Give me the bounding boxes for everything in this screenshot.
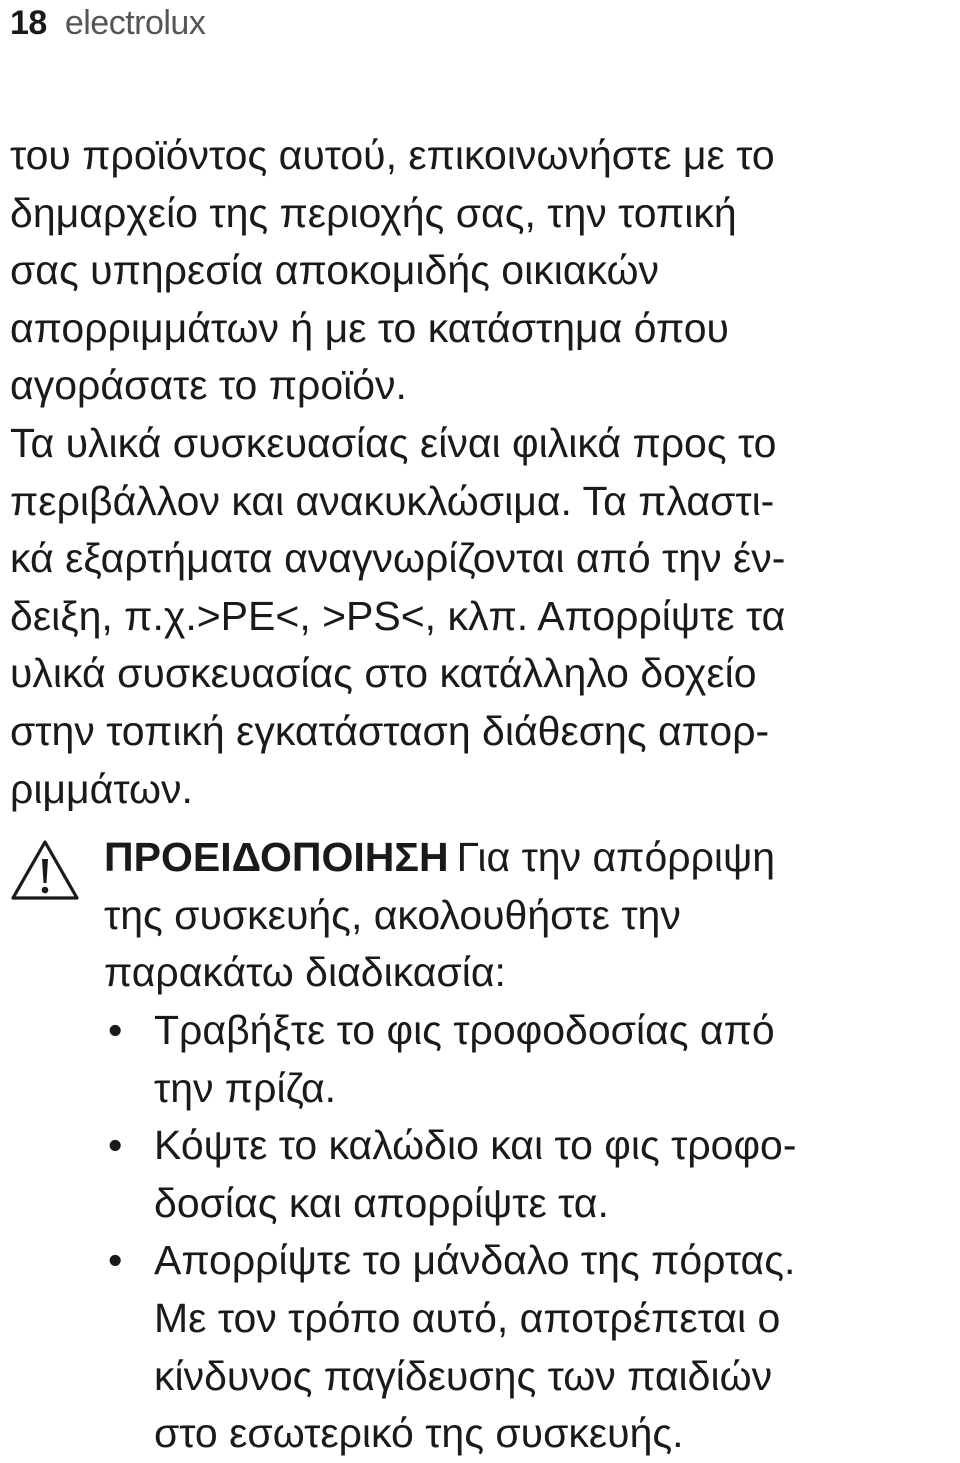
text-line: Απορρίψτε το μάνδαλο της πόρτας. [154, 1237, 796, 1284]
text-line: στην τοπική εγκατάσταση διάθεσης απορ- [10, 707, 770, 754]
text-line: απορριμμάτων ή με το κατάστημα όπου [10, 304, 729, 351]
text-line: αγοράσατε το προϊόν. [10, 362, 407, 409]
text-line: υλικά συσκευασίας στο κατάλληλο δοχείο [10, 650, 757, 697]
text-line: Κόψτε το καλώδιο και το φις τροφο- [154, 1122, 797, 1169]
list-item [104, 1002, 950, 1117]
text-line: Τα υλικά συσκευασίας είναι φιλικά προς το [10, 419, 777, 466]
warning-first-line [104, 829, 950, 887]
warning-title: ΠΡΟΕΙΔΟΠΟΙΗΣΗ [104, 834, 449, 880]
text-line: παρακάτω διαδικασία: [104, 949, 506, 996]
page-number: 18 [10, 3, 47, 42]
brand-name: electrolux [64, 3, 206, 42]
bullet-icon: • [108, 1007, 123, 1053]
text-line: περιβάλλον και ανακυκλώσιμα. Τα πλαστι- [10, 477, 775, 524]
warning-intro-text: Για την απόρριψη [456, 834, 776, 880]
text-line: δημαρχείο της περιοχής σας, την τοπική [10, 189, 737, 236]
text-line: δοσίας και απορρίψτε τα. [154, 1179, 609, 1226]
page-header [10, 0, 205, 46]
bullet-icon: • [108, 1237, 123, 1284]
body-text [10, 127, 950, 818]
bullet-icon: • [108, 1122, 123, 1169]
text-line: της συσκευής, ακολουθήστε την [104, 891, 681, 938]
text-line: ριμμάτων. [10, 765, 193, 812]
text-line: στο εσωτερικό της συσκευής. [154, 1410, 684, 1457]
text-line: του προϊόντος αυτού, επικοινωνήστε με το [10, 132, 775, 178]
text-line: δειξη, π.χ.>PE<, >PS<, κλπ. Απορρίψτε τα [10, 592, 786, 639]
warning-text [104, 829, 950, 1002]
warning-triangle-icon [10, 839, 80, 901]
bullet-list [104, 1002, 950, 1463]
list-item [104, 1232, 950, 1462]
paragraph-disposal-info [10, 127, 950, 415]
text-line: την πρίζα. [154, 1064, 337, 1111]
text-line: Με τον τρόπο αυτό, αποτρέπεται ο [154, 1294, 781, 1341]
text-line: σας υπηρεσία αποκομιδής οικιακών [10, 247, 660, 294]
text-line: κά εξαρτήματα αναγνωρίζονται από την έν- [10, 535, 786, 582]
paragraph-packaging [10, 415, 950, 818]
text-line: κίνδυνος παγίδευσης των παιδιών [154, 1352, 773, 1399]
list-item [104, 1117, 950, 1232]
text-line: Τραβήξτε το φις τροφοδοσίας από [154, 1007, 775, 1053]
